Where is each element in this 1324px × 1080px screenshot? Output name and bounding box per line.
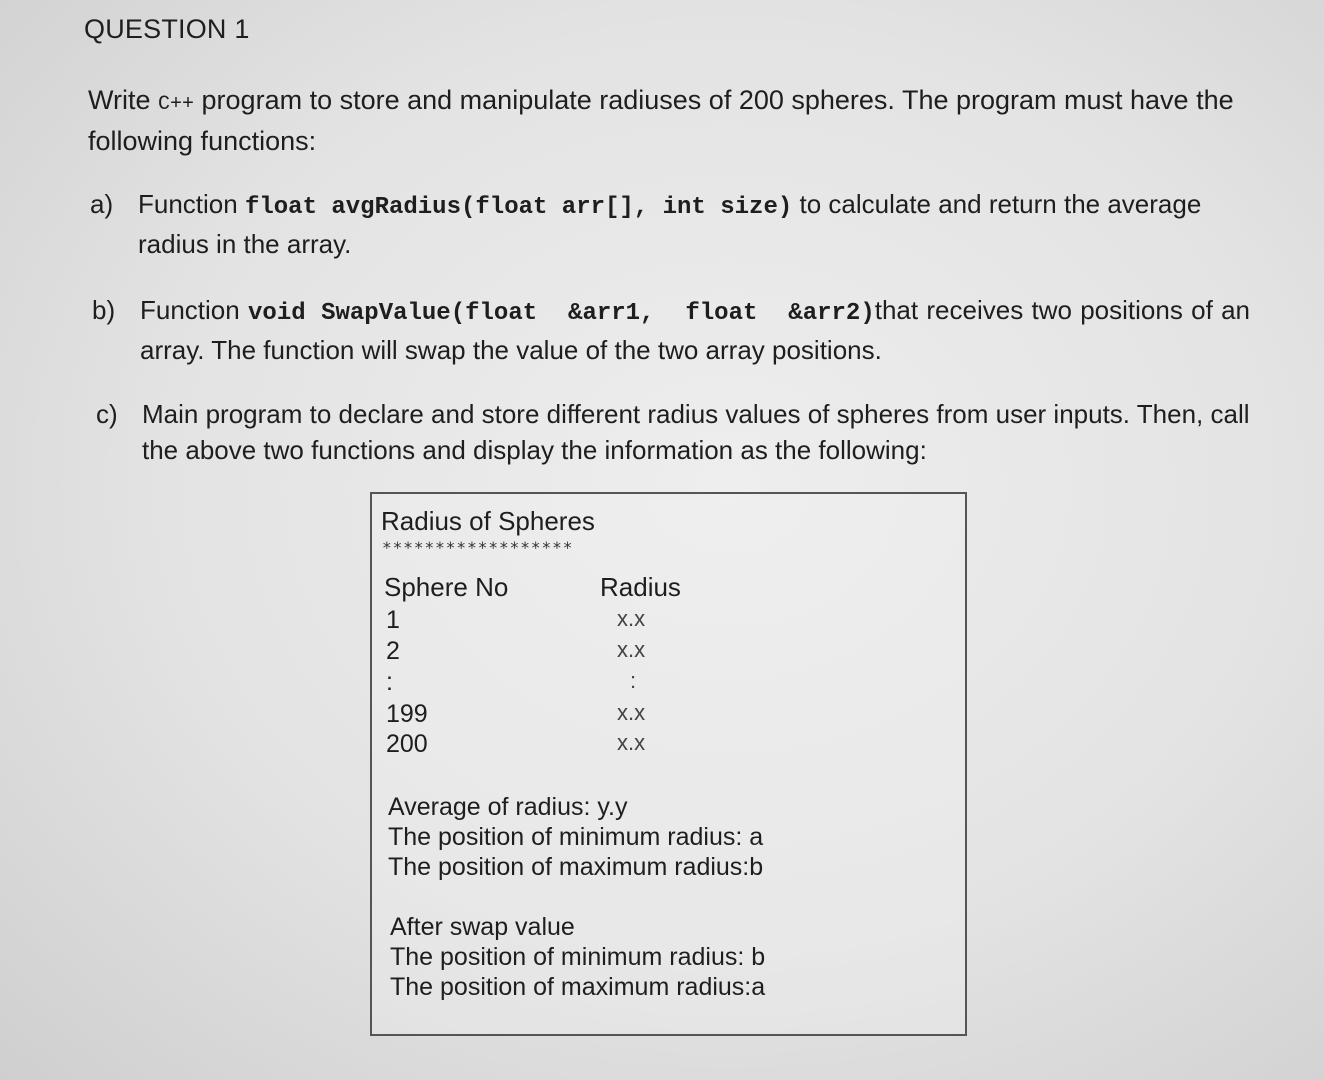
question-intro [88,82,1248,159]
sphere-radius: x.x [617,730,646,755]
item-a [90,186,1250,260]
after-swap-heading: After swap value [390,913,575,941]
table-row [372,606,965,636]
item-a-text [138,186,1248,262]
item-c-text: Main program to declare and store different radius values of spheres from user inputs. Then, call the above two functions and display the information as the following: [142,399,1250,465]
table-row [372,668,965,698]
item-b [92,292,1252,366]
item-c-marker: c) [96,399,118,429]
sphere-radius: x.x [617,637,646,662]
max-position-line: The position of maximum radius:b [388,853,764,881]
swapped-min-position-line: The position of minimum radius: b [390,943,766,971]
output-after-swap [390,912,765,1002]
sphere-number: 199 [386,700,428,728]
item-c [96,396,1256,470]
sphere-radius: : [630,668,637,693]
table-row [372,637,965,667]
table-row [372,730,965,760]
item-b-prefix: Function [140,295,249,325]
item-b-text [140,292,1250,368]
sample-output-box [370,492,967,1036]
item-b-code: void SwapValue(float &arr1, float &arr2) [248,300,875,327]
sphere-number: 200 [386,730,428,758]
intro-suffix: program to store and manipulate radiuses of 200 spheres. The program must have the following functions: [88,85,1234,156]
column-header-sphere-no: Sphere No [384,572,509,602]
sphere-number: 2 [386,637,400,665]
swapped-max-position-line: The position of maximum radius:a [390,973,766,1001]
intro-language: C++ [158,93,195,116]
sphere-radius: x.x [617,700,646,725]
table-row [372,700,965,730]
output-stars-divider: ****************** [382,538,574,557]
column-header-radius: Radius [600,572,681,602]
item-a-marker: a) [90,189,114,219]
output-summary [388,792,763,882]
item-a-suffix: to calculate and return the average radius in the array. [138,189,1202,259]
sphere-radius: x.x [617,606,646,631]
item-a-code: float avgRadius(float arr[], int size) [244,194,793,221]
item-a-prefix: Function [138,189,245,219]
output-title: Radius of Spheres [381,506,595,536]
question-title: QUESTION 1 [84,14,250,44]
item-b-marker: b) [92,295,116,325]
min-position-line: The position of minimum radius: a [388,823,764,851]
sphere-number: : [386,668,393,696]
item-b-suffix: that receives two positions of an array. The function will swap the value of the two array positions. [140,295,1251,365]
sphere-number: 1 [386,606,400,634]
average-line: Average of radius: y.y [388,793,628,821]
intro-prefix: Write [88,85,159,115]
